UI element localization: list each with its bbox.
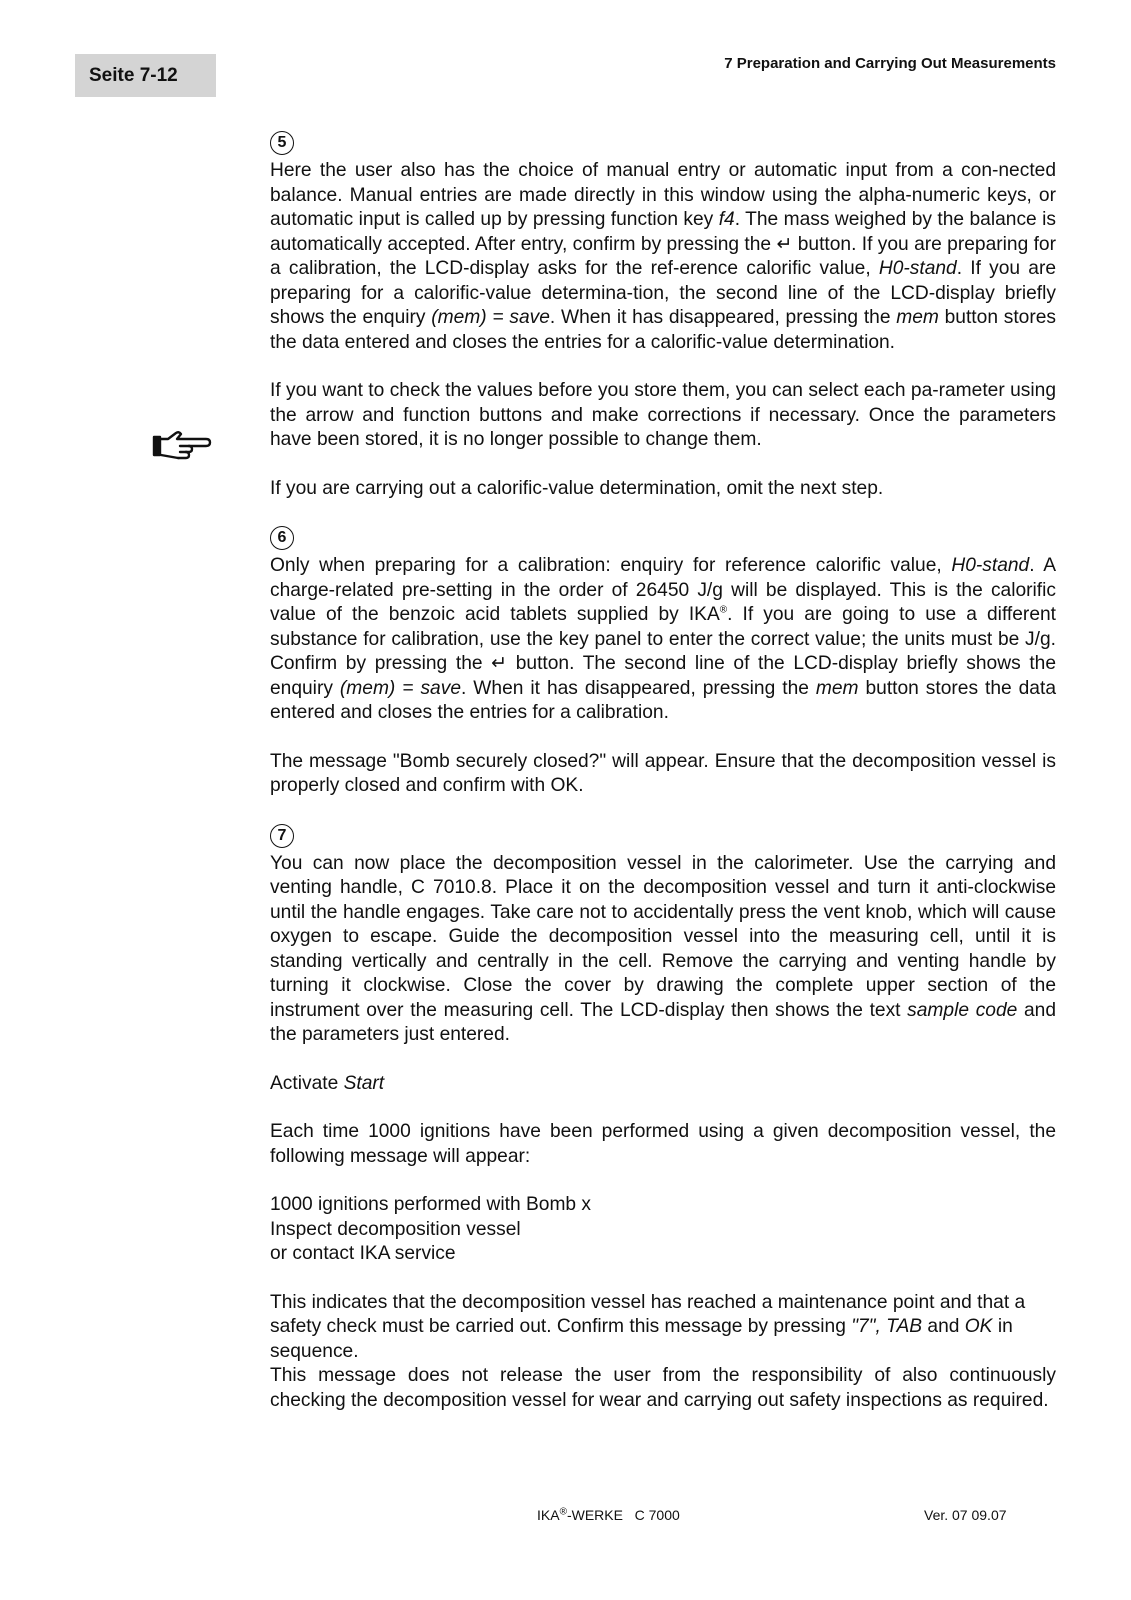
maintenance-paragraph: This indicates that the decomposition vessel has reached a maintenance point and that a safety check must be carried out. Confirm this message by pressing "7", TAB and OK in sequence.	[270, 1291, 1026, 1362]
step-5-paragraph: Here the user also has the choice of manual entry or automatic input from a con-nected balance. Manual entries are made directly in this window using the alpha-numeric keys, or automatic input is called up by pressing function key f4. The mass weighed by the balance is automatically accepted. After entry, confirm by pressing the ↵ button. If you are preparing for a calibration, the LCD-display asks for the ref-erence calorific value, H0-stand. If you are preparing for a calorific-value determina-tion, the second line of the LCD-display briefly shows the enquiry (mem) = save. When it has disappeared, pressing the mem button stores the data entered and closes the entries for a calorific-value determination.	[270, 160, 1057, 353]
activate-start-line: Activate Start	[270, 1072, 385, 1094]
message-line: or contact IKA service	[270, 1243, 456, 1264]
bomb-closed-paragraph: The message "Bomb securely closed?" will appear. Ensure that the decomposition vessel is properly closed and confirm with OK.	[270, 750, 1056, 796]
page-label: Seite 7-12	[75, 54, 216, 97]
step-7-marker: 7	[270, 824, 294, 848]
footer-brand: IKA®-WERKE C 7000	[537, 1506, 680, 1523]
step-6-marker: 6	[270, 526, 294, 550]
message-line: Inspect decomposition vessel	[270, 1218, 521, 1240]
enter-key-icon: ↵	[776, 233, 793, 255]
responsibility-paragraph: This message does not release the user from the responsibility of also continuously checking the decomposition vessel for wear and carrying out safety inspections as required.	[270, 1365, 1056, 1411]
footer-version: Ver. 07 09.07	[924, 1507, 1007, 1523]
content-body	[270, 130, 1056, 1413]
omit-paragraph: If you are carrying out a calorific-value determination, omit the next step.	[270, 477, 884, 499]
note-paragraph: If you want to check the values before you store them, you can select each pa-rameter using the arrow and function buttons and make corrections if necessary. Once the parameters have been stored, it is no longer possible to change them.	[270, 380, 1056, 450]
step-5-marker-row	[270, 130, 1056, 155]
ignitions-paragraph: Each time 1000 ignitions have been performed using a given decomposition vessel, the following message will appear:	[270, 1121, 1056, 1167]
step-7-paragraph: You can now place the decomposition vessel in the calorimeter. Use the carrying and venting handle, C 7010.8. Place it on the decomposition vessel and turn it anti-clockwise until the handle engages. Take care not to accidentally press the vent knob, which will cause oxygen to escape. Guide the decomposition vessel into the measuring cell, until it is standing vertically and centrally in the cell. Remove the carrying and venting handle by turning it clockwise. Close the cover by drawing the complete upper section of the instrument over the measuring cell. The LCD-display then shows the text sample code and the parameters just entered.	[270, 852, 1056, 1045]
step-7-marker-row	[270, 823, 1056, 848]
chapter-title: 7 Preparation and Carrying Out Measurements	[724, 55, 1056, 72]
step-5-marker: 5	[270, 131, 294, 155]
step-6-marker-row	[270, 525, 1056, 550]
enter-key-icon: ↵	[491, 653, 508, 674]
pointing-hand-icon	[152, 428, 214, 462]
ignition-message-block	[270, 1193, 1056, 1267]
message-line: 1000 ignitions performed with Bomb x	[270, 1194, 592, 1215]
step-6-paragraph: Only when preparing for a calibration: enquiry for reference calorific value, H0-stand. A charge-related pre-setting in the order of 26450 J/g will be displayed. This is the calorific value of the benzoic acid tablets supplied by IKA®. If you are going to use a different substance for calibration, use the key panel to enter the correct value; the units must be J/g. Confirm by pressing the ↵ button. The second line of the LCD-display briefly shows the enquiry (mem) = save. When it has disappeared, pressing the mem button stores the data entered and closes the entries for a calibration.	[270, 555, 1056, 723]
